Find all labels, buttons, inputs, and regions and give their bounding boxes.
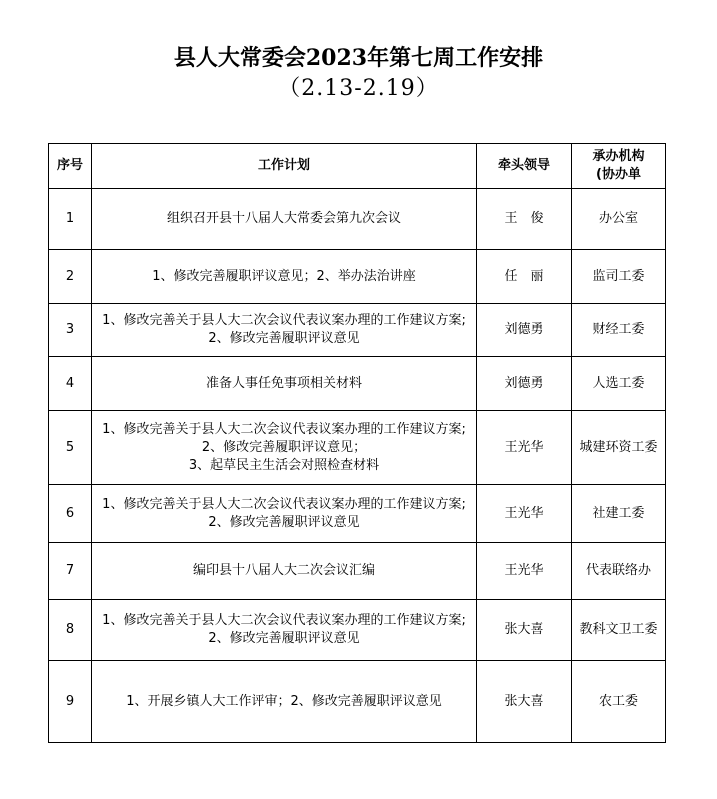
plan-line: 准备人事任免事项相关材料 bbox=[205, 375, 362, 391]
table-row bbox=[49, 485, 666, 543]
row-plan bbox=[92, 357, 477, 411]
plan-line: 编印县十八届人大二次会议汇编 bbox=[192, 563, 375, 578]
row-number: 2 bbox=[49, 250, 92, 304]
row-lead: 王 俊 bbox=[477, 189, 572, 250]
row-number: 1 bbox=[49, 189, 92, 250]
plan-line: 1、修改完善履职评议意见；2、举办法治讲座 bbox=[152, 268, 416, 284]
row-lead: 王光华 bbox=[477, 543, 572, 600]
row-number: 5 bbox=[49, 411, 92, 485]
table-row bbox=[49, 661, 666, 743]
row-lead: 刘德勇 bbox=[477, 357, 572, 411]
plan-line: 1、修改完善关于县人大二次会议代表议案办理的工作建议方案; bbox=[102, 313, 466, 328]
plan-line: 1、修改完善关于县人大二次会议代表议案办理的工作建议方案; bbox=[102, 421, 466, 437]
table-row bbox=[49, 357, 666, 411]
row-lead: 刘德勇 bbox=[477, 304, 572, 357]
plan-line: 1、修改完善关于县人大二次会议代表议案办理的工作建议方案; bbox=[102, 496, 466, 512]
header-org-line2: (协办单 bbox=[596, 167, 641, 182]
row-lead: 王光华 bbox=[477, 411, 572, 485]
work-plan-table bbox=[48, 143, 666, 743]
plan-line: 2、修改完善履职评议意见 bbox=[208, 631, 360, 646]
header-lead: 牵头领导 bbox=[477, 144, 572, 189]
row-plan bbox=[92, 189, 477, 250]
row-org: 人选工委 bbox=[572, 357, 666, 411]
header-org-line1: 承办机构 bbox=[592, 149, 645, 164]
row-number: 6 bbox=[49, 485, 92, 543]
plan-line: 组织召开县十八届人大常委会第九次会议 bbox=[166, 211, 401, 226]
table-row bbox=[49, 543, 666, 600]
row-number: 7 bbox=[49, 543, 92, 600]
page-title: 县人大常委会2023年第七周工作安排 bbox=[173, 45, 544, 71]
row-lead: 张大喜 bbox=[477, 661, 572, 743]
row-plan bbox=[92, 600, 477, 661]
row-org: 财经工委 bbox=[572, 304, 666, 357]
row-org: 代表联络办 bbox=[572, 543, 666, 600]
row-lead: 任 丽 bbox=[477, 250, 572, 304]
row-plan bbox=[92, 304, 477, 357]
table-row bbox=[49, 304, 666, 357]
row-org: 办公室 bbox=[572, 189, 666, 250]
plan-line: 3、起草民主生活会对照检查材料 bbox=[188, 457, 380, 473]
row-plan bbox=[92, 411, 477, 485]
row-org: 农工委 bbox=[572, 661, 666, 743]
row-number: 9 bbox=[49, 661, 92, 743]
plan-line: 2、修改完善履职评议意见； bbox=[201, 439, 367, 455]
row-plan bbox=[92, 661, 477, 743]
row-org: 社建工委 bbox=[572, 485, 666, 543]
table-header-row bbox=[49, 144, 666, 189]
row-lead: 张大喜 bbox=[477, 600, 572, 661]
header-org bbox=[572, 144, 666, 189]
row-org: 监司工委 bbox=[572, 250, 666, 304]
row-number: 4 bbox=[49, 357, 92, 411]
plan-line: 1、开展乡镇人大工作评审；2、修改完善履职评议意见 bbox=[126, 693, 442, 709]
row-plan bbox=[92, 485, 477, 543]
row-plan bbox=[92, 250, 477, 304]
row-org: 教科文卫工委 bbox=[572, 600, 666, 661]
table-row bbox=[49, 189, 666, 250]
row-org: 城建环资工委 bbox=[572, 411, 666, 485]
table-row bbox=[49, 250, 666, 304]
row-number: 8 bbox=[49, 600, 92, 661]
row-lead: 王光华 bbox=[477, 485, 572, 543]
plan-line: 1、修改完善关于县人大二次会议代表议案办理的工作建议方案; bbox=[102, 613, 466, 628]
page-subtitle: （2.13-2.19） bbox=[278, 76, 439, 101]
plan-line: 2、修改完善履职评议意见 bbox=[208, 514, 360, 530]
row-number: 3 bbox=[49, 304, 92, 357]
plan-line: 2、修改完善履职评议意见 bbox=[208, 331, 360, 346]
header-plan: 工作计划 bbox=[92, 144, 477, 189]
row-plan bbox=[92, 543, 477, 600]
header-no: 序号 bbox=[49, 144, 92, 189]
table-row bbox=[49, 600, 666, 661]
table-row bbox=[49, 411, 666, 485]
